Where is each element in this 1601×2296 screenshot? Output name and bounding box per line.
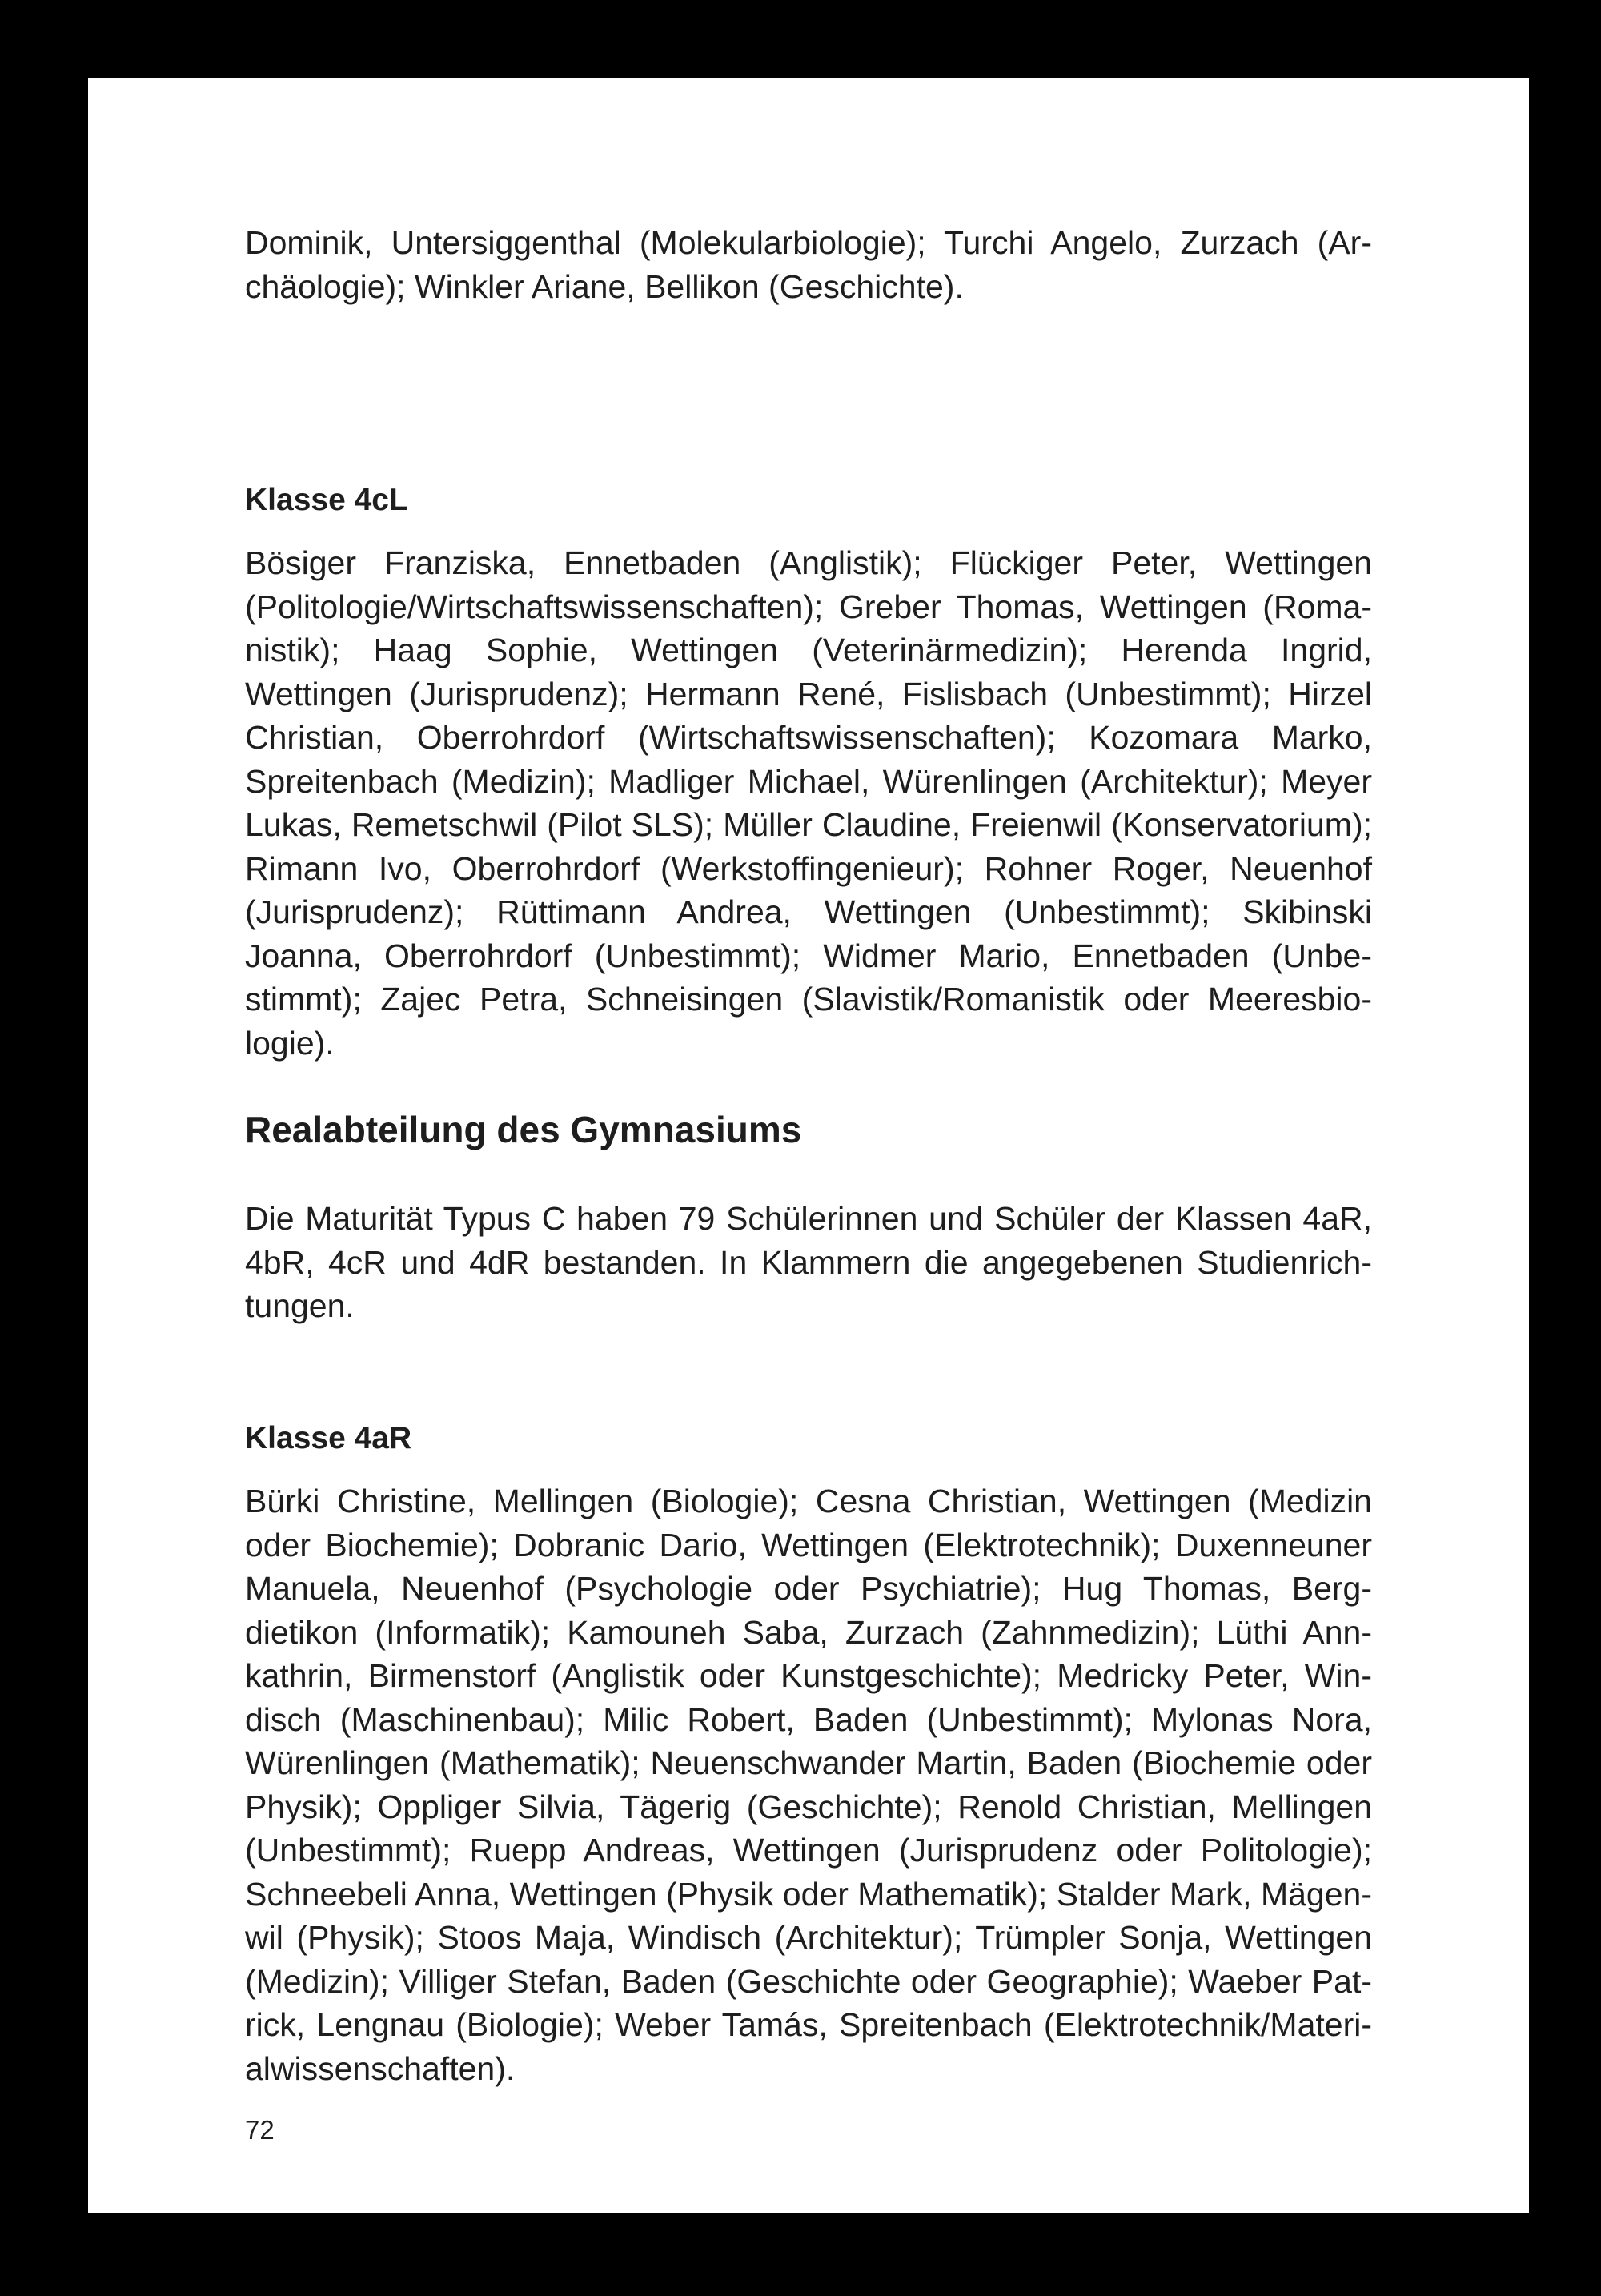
klasse-4cl-paragraph: Bösiger Franziska, Ennetbaden (Anglistik); Flückiger Peter, Wettingen (Politologie/Wirtschaftswissenschaften); Greber Thomas, Wettingen (Romanistik); Haag Sophie, Wettingen (Veterinärmedizin); Herenda Ingrid, Wettingen (Jurisprudenz); Hermann René, Fislisbach (Unbestimmt); Hirzel Christian, Oberrohrdorf (Wirtschaftswissenschaften); Kozomara Marko, Spreitenbach (Medizin); Madliger Michael, Würenlingen (Architektur); Meyer Lukas, Remetschwil (Pilot SLS); Müller Claudine, Freienwil (Konservatorium); Rimann Ivo, Oberrohrdorf (Werkstoffingenieur); Rohner Roger, Neuenhof (Jurisprudenz); Rüttimann Andrea, Wettingen (Unbestimmt); Skibinski Joanna, Oberrohrdorf (Unbestimmt); Widmer Mario, Ennetbaden (Unbestimmt); Zajec Petra, Schneisingen (Slavistik/Romanistik oder Meeresbiologie). — [245, 544, 1372, 1062]
page-number: 72 — [245, 2115, 275, 2145]
realabteilung-paragraph: Die Maturität Typus C haben 79 Schülerinnen und Schüler der Klassen 4aR, 4bR, 4cR und 4dR bestanden. In Klammern die angegebenen Studienrichtungen. — [245, 1200, 1372, 1324]
klasse-4ar-paragraph: Bürki Christine, Mellingen (Biologie); Cesna Christian, Wettingen (Medizin oder Biochemie); Dobranic Dario, Wettingen (Elektrotechnik); Duxenneuner Manuela, Neuenhof (Psychologie oder Psychiatrie); Hug Thomas, Bergdietikon (Informatik); Kamouneh Saba, Zurzach (Zahnmedizin); Lüthi Annkathrin, Birmenstorf (Anglistik oder Kunstgeschichte); Medricky Peter, Windisch (Maschinenbau); Milic Robert, Baden (Unbestimmt); Mylonas Nora, Würenlingen (Mathematik); Neuenschwander Martin, Baden (Biochemie oder Physik); Oppliger Silvia, Tägerig (Geschichte); Renold Christian, Mellingen (Unbestimmt); Ruepp Andreas, Wettingen (Jurisprudenz oder Politologie); Schneebeli Anna, Wettingen (Physik oder Mathematik); Stalder Mark, Mägenwil (Physik); Stoos Maja, Windisch (Architektur); Trümpler Sonja, Wettingen (Medizin); Villiger Stefan, Baden (Geschichte oder Geographie); Waeber Patrick, Lengnau (Biologie); Weber Tamás, Spreitenbach (Elektrotechnik/Materialwissenschaften). — [245, 1483, 1372, 2087]
document-page — [88, 78, 1529, 2213]
heading-realabteilung: Realabteilung des Gymnasiums — [245, 1109, 802, 1150]
heading-klasse-4cl: Klasse 4cL — [245, 483, 408, 517]
intro-paragraph: Dominik, Untersiggenthal (Molekularbiologie); Turchi Angelo, Zurzach (Archäologie); Winkler Ariane, Bellikon (Geschichte). — [245, 224, 1372, 305]
heading-klasse-4ar: Klasse 4aR — [245, 1421, 412, 1455]
